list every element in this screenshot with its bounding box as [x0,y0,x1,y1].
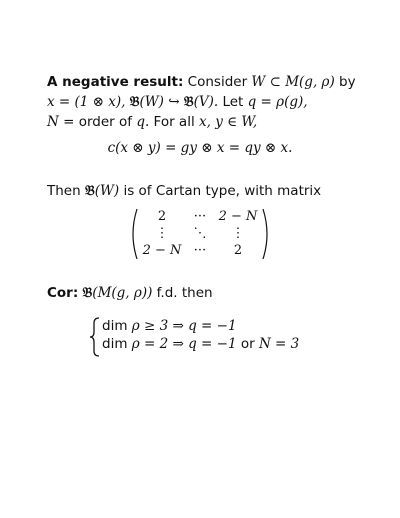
q-symbol: q. [136,114,150,130]
order-of-text: = order of [63,114,133,130]
N-symbol: N [47,114,59,130]
case2-condition: ρ = 2 ⇒ q = −1 [131,336,237,352]
q-definition: q = ρ(g), [247,94,308,110]
braiding-equation: c(x ⊗ y) = gy ⊗ x = qy ⊗ x. [107,140,293,156]
cartan-type-line [47,181,359,201]
matrix-cell-3-1: 2 − N [142,243,182,258]
case-dim-equals-2 [102,335,299,353]
corollary-line [47,283,359,303]
case-dim-at-least-3 [102,317,237,335]
subset-symbol: ⊂ [269,74,281,90]
corollary-text: f.d. then [156,285,213,301]
for-all-text: For all [153,114,195,130]
negative-result-paragraph [47,72,359,132]
nichols-B-symbol-3: 𝔅 [84,183,95,199]
consider-word: Consider [187,74,248,90]
matrix-cell-2-2: ⋱ [193,226,207,241]
matrix-cell-2-1: ⋮ [155,226,169,241]
matrix-cell-2-3: ⋮ [231,226,245,241]
dim-word-2: dim [102,336,128,352]
corollary-label: Cor: [47,285,79,301]
module-expression: M(g, ρ) [285,74,335,90]
by-word: by [339,74,356,90]
corollary-arg: (M(g, ρ)) [92,285,153,301]
x-definition: x = (1 ⊗ x), [47,94,126,110]
matrix-cell-3-2: ··· [193,243,207,258]
cartan-type-text: is of Cartan type, with matrix [123,183,322,199]
dim-word: dim [102,318,128,334]
corollary-cases [88,316,348,358]
hook-arrow-symbol: ↪ [168,94,180,110]
matrix-cell-1-1: 2 [157,209,167,224]
or-word: or [240,336,255,352]
section-heading: A negative result: [47,74,184,90]
W-arg-2: (W) [94,183,120,199]
V-arg: (V). [193,94,219,110]
let-word: Let [222,94,244,110]
nichols-B-symbol: 𝔅 [129,94,140,110]
matrix-cell-3-3: 2 [233,243,243,258]
matrix-cell-1-2: ··· [193,209,207,224]
nichols-B-symbol-4: 𝔅 [82,285,93,301]
matrix-cell-1-3: 2 − N [218,209,258,224]
left-brace [88,316,102,358]
then-word: Then [47,183,81,199]
nichols-B-symbol-2: 𝔅 [183,94,194,110]
cartan-matrix [128,207,272,261]
xy-quantifier: x, y ∈ W, [199,114,258,130]
W-arg: (W) [139,94,164,110]
case1-condition: ρ ≥ 3 ⇒ q = −1 [131,318,237,334]
W-symbol: W [251,74,266,90]
case2-alternative: N = 3 [258,336,300,352]
